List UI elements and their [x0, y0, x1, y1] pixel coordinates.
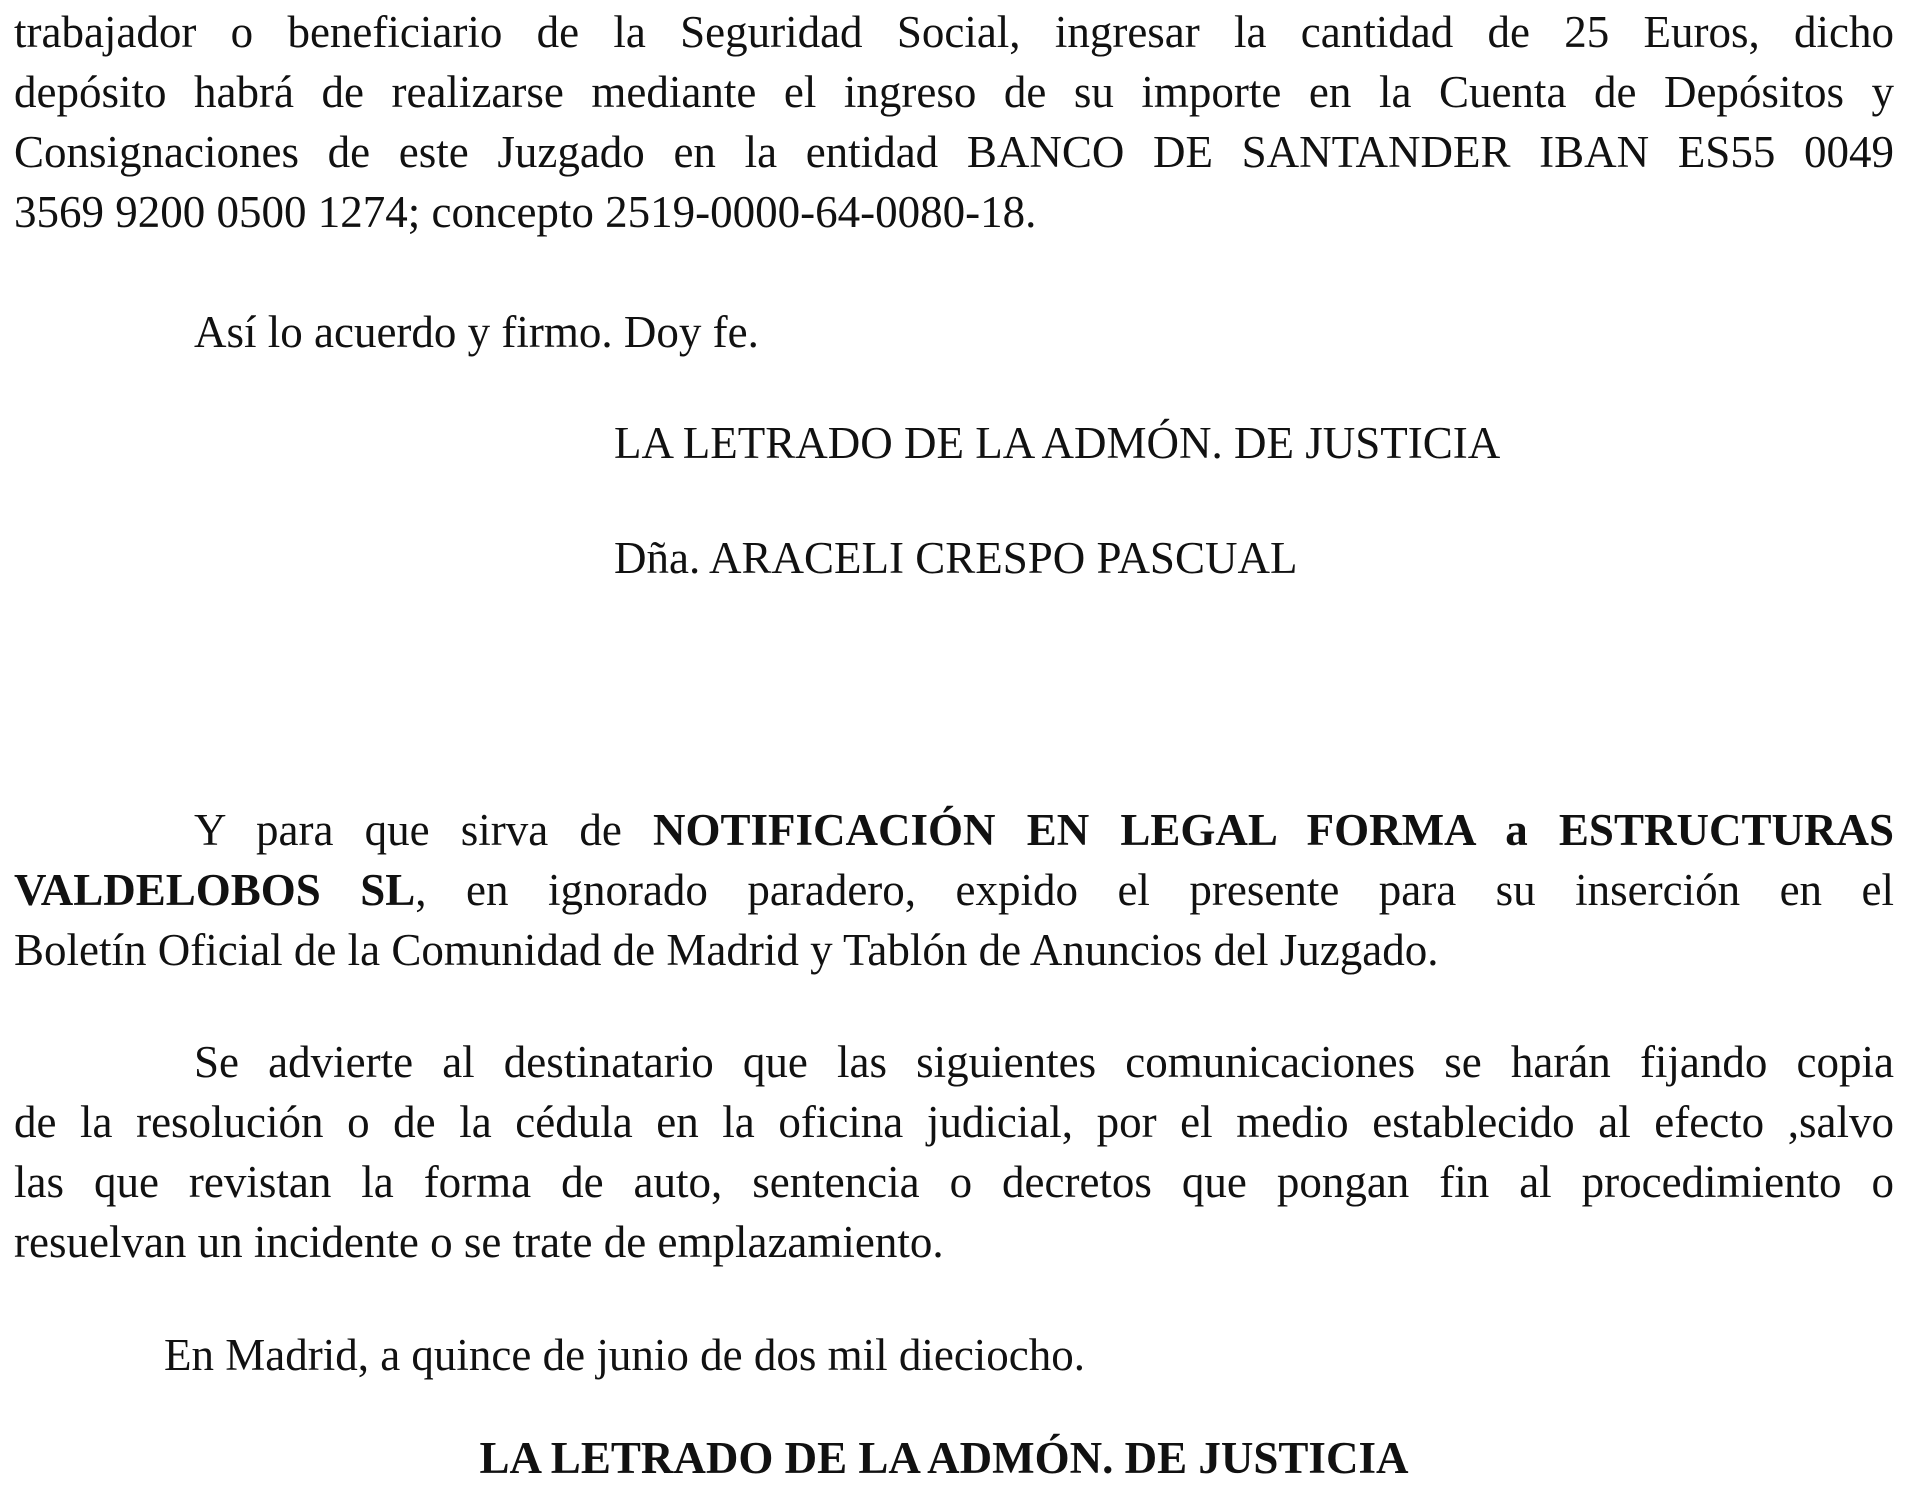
- company-name: VALDELOBOS SL: [14, 865, 416, 915]
- deposit-line-3: Consignaciones de este Juzgado en la entidad BANCO DE SANTANDER IBAN ES55 0049: [14, 127, 1894, 177]
- notification-line-2: [14, 860, 1894, 920]
- notification-paragraph: [14, 800, 1894, 980]
- warning-line-1: Se advierte al destinatario que las siguientes comunicaciones se harán fijando copia: [194, 1037, 1894, 1087]
- notification-line-2-rest: , en ignorado paradero, expido el presente para su inserción en el: [415, 865, 1894, 915]
- agreement-text: Así lo acuerdo y firmo. Doy fe.: [194, 307, 759, 357]
- document-page: [14, 0, 1894, 1504]
- notification-prefix: Y para que sirva de: [194, 805, 653, 855]
- warning-line-2: de la resolución o de la cédula en la oficina judicial, por el medio establecido al efecto ,salvo: [14, 1097, 1894, 1147]
- deposit-paragraph: [14, 2, 1894, 242]
- closing-title: LA LETRADO DE LA ADMÓN. DE JUSTICIA: [479, 1433, 1409, 1483]
- signature-title: LA LETRADO DE LA ADMÓN. DE JUSTICIA: [614, 418, 1501, 468]
- warning-line-3: las que revistan la forma de auto, sentencia o decretos que pongan fin al procedimiento o: [14, 1157, 1894, 1207]
- notification-bold-text: NOTIFICACIÓN EN LEGAL FORMA a ESTRUCTURAS: [653, 805, 1894, 855]
- warning-line-4: resuelvan un incidente o se trate de emplazamiento.: [14, 1217, 944, 1267]
- deposit-line-4: 3569 9200 0500 1274; concepto 2519-0000-64-0080-18.: [14, 187, 1037, 237]
- place-date-paragraph: [14, 1325, 1894, 1385]
- place-date-text: En Madrid, a quince de junio de dos mil dieciocho.: [164, 1330, 1086, 1380]
- notification-line-3: Boletín Oficial de la Comunidad de Madrid y Tablón de Anuncios del Juzgado.: [14, 925, 1439, 975]
- deposit-line-1: trabajador o beneficiario de la Seguridad Social, ingresar la cantidad de 25 Euros, dicho: [14, 7, 1894, 57]
- signature-name: Dña. ARACELI CRESPO PASCUAL: [614, 533, 1298, 583]
- warning-paragraph: [14, 1032, 1894, 1272]
- notification-line-1: [14, 800, 1894, 860]
- agreement-paragraph: [14, 302, 1894, 362]
- deposit-line-2: depósito habrá de realizarse mediante el ingreso de su importe en la Cuenta de Depósitos y: [14, 67, 1894, 117]
